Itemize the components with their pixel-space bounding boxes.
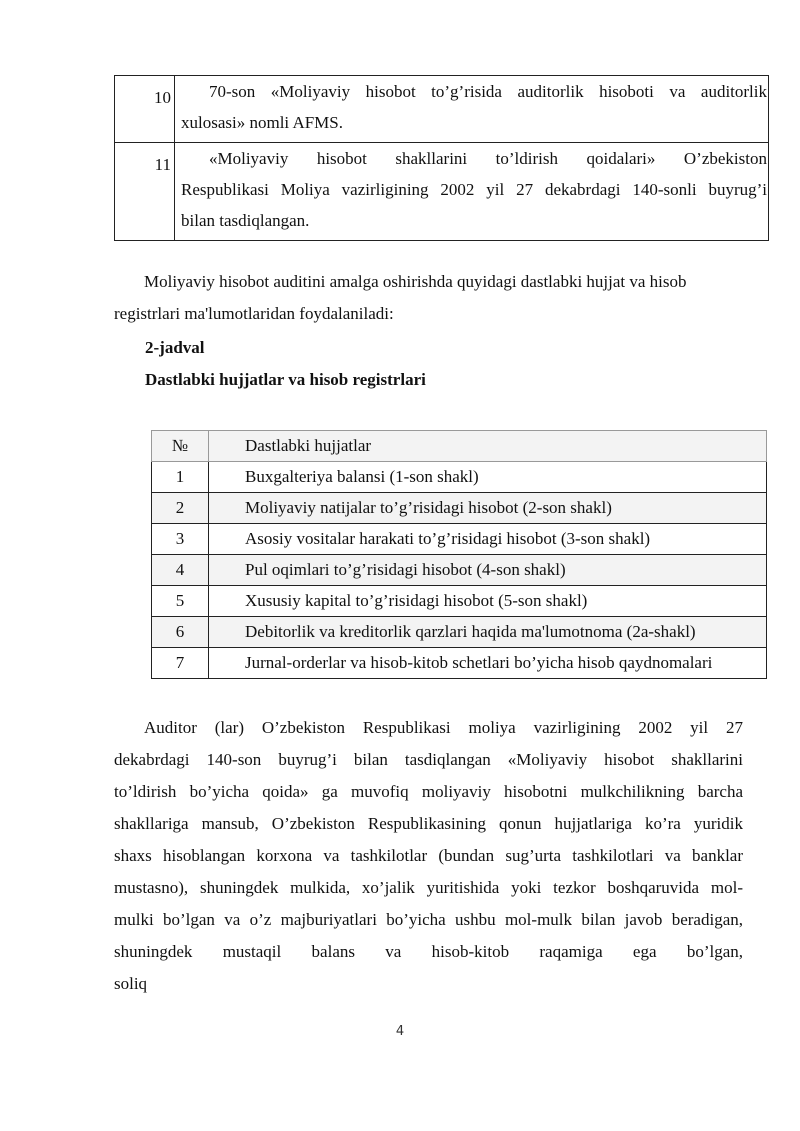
paragraph-line: registrlari ma'lumotlaridan foydalaniladi: — [114, 304, 394, 323]
page-number: 4 — [395, 1024, 405, 1039]
row-text-line: Respublikasi Moliya vazirligining 2002 yil 27 dekabrdagi 140-sonli buyrug’i — [181, 180, 767, 199]
table-row — [152, 493, 767, 524]
row-number: 1 — [152, 462, 209, 493]
table-row — [152, 524, 767, 555]
paragraph-line: shakllariga mansub, O’zbekiston Respublikasining qonun hujjatlariga ko’ra yuridik — [114, 814, 743, 833]
intro-paragraph — [114, 266, 743, 330]
table-title: Dastlabki hujjatlar va hisob registrlari — [145, 370, 426, 389]
paragraph-line: mulki bo’lgan va o’z majburiyatlari bo’yicha ushbu mol-mulk bilan javob beradigan, — [114, 910, 743, 929]
table-row — [152, 555, 767, 586]
source-documents-table — [151, 430, 767, 679]
row-text — [175, 76, 769, 143]
paragraph-line: mustasno), shuningdek mulkida, xo’jalik yuritishida yoki tezkor boshqaruvida mol- — [114, 878, 743, 897]
row-number: 2 — [152, 493, 209, 524]
table-row — [152, 648, 767, 679]
row-document: Xususiy kapital to’g’risidagi hisobot (5-son shakl) — [209, 586, 767, 617]
row-text-line: bilan tasdiqlangan. — [181, 211, 310, 230]
regulations-table — [114, 75, 769, 241]
paragraph-line: to’ldirish bo’yicha qoida» ga muvofiq moliyaviy hisobotni mulkchilikning barcha — [114, 782, 743, 801]
row-text — [175, 143, 769, 241]
paragraph-line: shuningdek mustaqil balans va hisob-kitob raqamiga ega bo’lgan, soliq — [114, 942, 743, 993]
row-text-line: 70-son «Moliyaviy hisobot to’g’risida auditorlik hisoboti va auditorlik — [209, 82, 767, 101]
row-number: 5 — [152, 586, 209, 617]
table-row — [115, 76, 769, 143]
row-document: Moliyaviy natijalar to’g’risidagi hisobot (2-son shakl) — [209, 493, 767, 524]
row-number: 4 — [152, 555, 209, 586]
body-paragraph — [114, 712, 743, 1000]
row-document: Pul oqimlari to’g’risidagi hisobot (4-son shakl) — [209, 555, 767, 586]
table-header-row — [152, 431, 767, 462]
table-label: 2-jadval — [145, 338, 205, 357]
paragraph-line: shaxs hisoblangan korxona va tashkilotlar (bundan sug’urta tashkilotlari va banklar — [114, 846, 743, 865]
table-row — [115, 143, 769, 241]
row-document: Buxgalteriya balansi (1-son shakl) — [209, 462, 767, 493]
table-row — [152, 617, 767, 648]
column-header-document: Dastlabki hujjatlar — [209, 431, 767, 462]
paragraph-line: dekabrdagi 140-son buyrug’i bilan tasdiqlangan «Moliyaviy hisobot shakllarini — [114, 750, 743, 769]
row-text-line: «Moliyaviy hisobot shakllarini to’ldirish qoidalari» O’zbekiston — [209, 149, 767, 168]
paragraph-line: Moliyaviy hisobot auditini amalga oshirishda quyidagi dastlabki hujjat va hisob — [144, 272, 687, 291]
row-number: 11 — [115, 143, 175, 241]
table-row — [152, 462, 767, 493]
row-text-line: xulosasi» nomli AFMS. — [181, 113, 344, 132]
row-document: Jurnal-orderlar va hisob-kitob schetlari bo’yicha hisob qaydnomalari — [209, 648, 767, 679]
column-header-number: № — [152, 431, 209, 462]
row-document: Asosiy vositalar harakati to’g’risidagi hisobot (3-son shakl) — [209, 524, 767, 555]
paragraph-line: Auditor (lar) O’zbekiston Respublikasi moliya vazirligining 2002 yil 27 — [144, 718, 743, 737]
row-number: 10 — [115, 76, 175, 143]
row-number: 3 — [152, 524, 209, 555]
row-number: 7 — [152, 648, 209, 679]
table-row — [152, 586, 767, 617]
row-document: Debitorlik va kreditorlik qarzlari haqida ma'lumotnoma (2a-shakl) — [209, 617, 767, 648]
row-number: 6 — [152, 617, 209, 648]
